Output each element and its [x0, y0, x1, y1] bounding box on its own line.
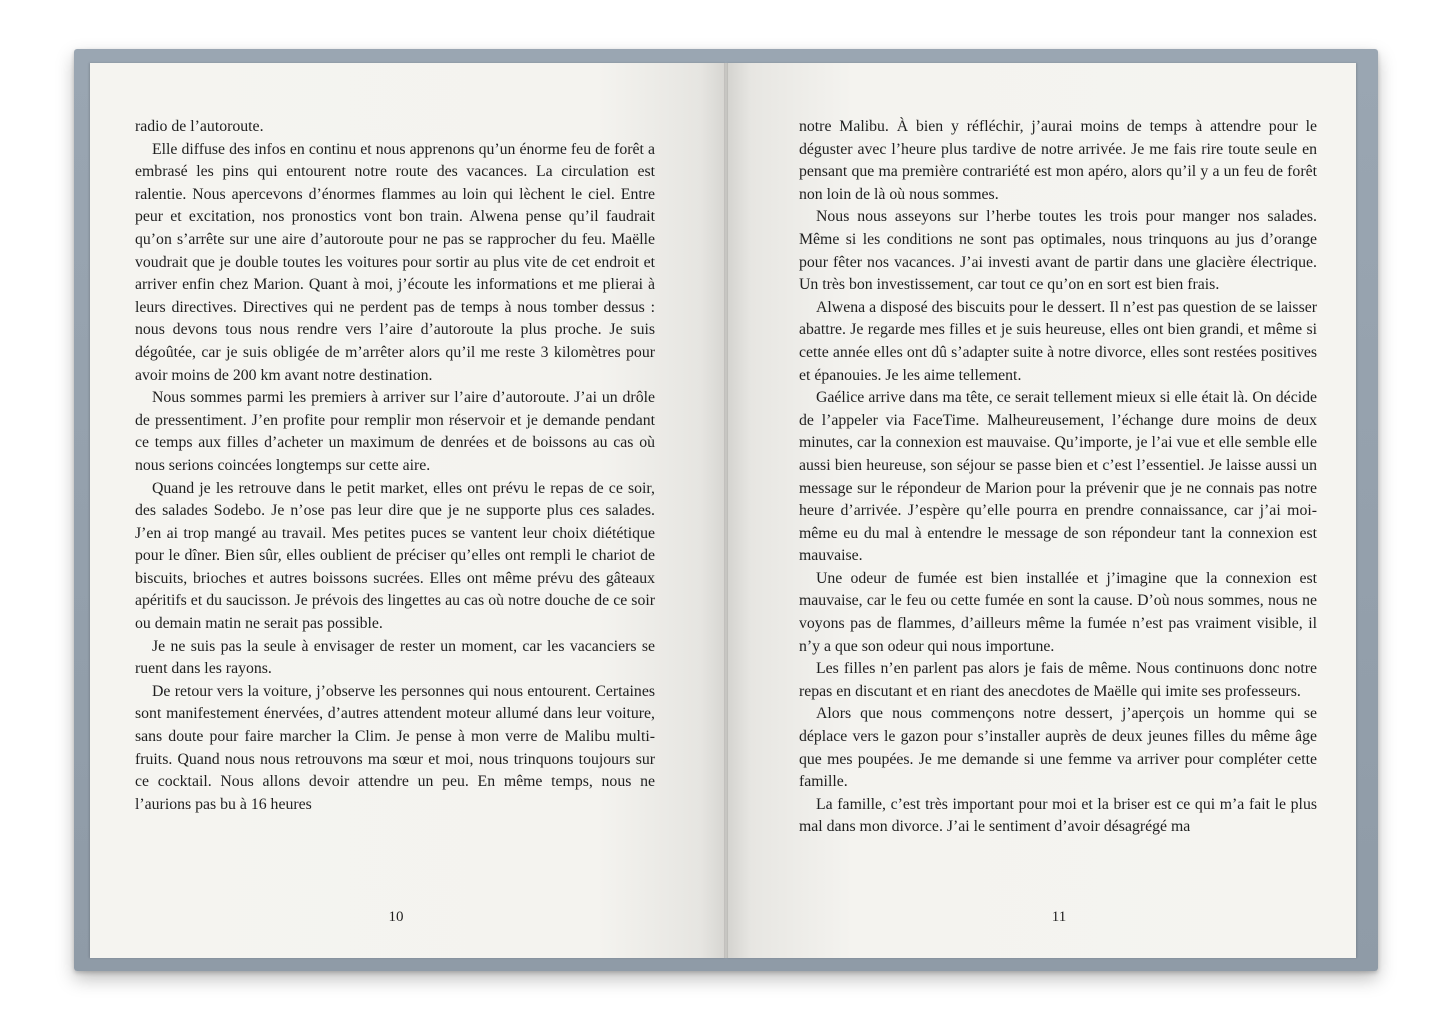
paragraph: Les filles n’en parlent pas alors je fais de même. Nous continuons donc notre repas en discutant et en riant des anecdotes de Maëlle qui imite ses professeurs. [799, 660, 1317, 700]
paragraph: Gaélice arrive dans ma tête, ce serait tellement mieux si elle était là. On décide de l’appeler via FaceTime. Malheureusement, l’échange dure moins de deux minutes, car la connexion est mauvaise. Qu’importe, je l’ai vue et elle semble elle aussi bien heureuse, son séjour se passe bien et c’est l’essentiel. Je laisse aussi un message sur le répondeur de Marion pour la prévenir que je ne connais pas notre heure d’arrivée. J’espère qu’elle pourra en prendre connaissance, car j’ai moi-même eu du mal à entendre le message de son répondeur tant la connexion est mauvaise. [799, 389, 1317, 565]
paragraph: Quand je les retrouve dans le petit market, elles ont prévu le repas de ce soir, des salades Sodebo. Je n’ose pas leur dire que je ne supporte plus ces salades. J’en ai trop mangé au travail. Mes petites puces se vantent leur choix diététique pour le dîner. Bien sûr, elles oublient de préciser qu’elles ont rempli le chariot de biscuits, brioches et autres boissons sucrées. Elles ont même prévu des gâteaux apéritifs et du saucisson. Je prévois des lingettes au cas où notre douche de ce soir ou demain matin ne serait pas possible. [135, 479, 655, 633]
right-page [726, 63, 1356, 958]
page-number: 10 [388, 909, 404, 925]
right-page-text [799, 116, 1317, 839]
paragraph: La famille, c’est très important pour moi et la briser est ce qui m’a fait le plus mal dans mon divorce. J’ai le sentiment d’avoir désagrégé ma [799, 795, 1317, 836]
paragraph: Une odeur de fumée est bien installée et j’imagine que la connexion est mauvaise, car le feu ou cette fumée en sont la cause. D’où nous sommes, nous ne voyons pas de flammes, d’ailleurs même la fumée n’est pas vraiment visible, il n’y a que son odeur qui nous importune. [799, 569, 1317, 655]
paragraph: radio de l’autoroute. [135, 118, 264, 135]
page-number: 11 [1051, 909, 1067, 925]
paragraph: Nous nous asseyons sur l’herbe toutes les trois pour manger nos salades. Même si les conditions ne sont pas optimales, nous trinquons au jus d’orange pour fêter nos vacances. J’ai investi avant de partir dans une glacière électrique. Un très bon investissement, car tout ce qu’on en sort est bien frais. [799, 208, 1317, 294]
left-page-text [135, 116, 655, 816]
paragraph: Alwena a disposé des biscuits pour le dessert. Il n’est pas question de se laisser abattre. Je regarde mes filles et je suis heureuse, elles ont bien grandi, et même si cette année elles ont dû s’adapter suite à notre divorce, elles sont restées positives et épanouies. Je les aime tellement. [799, 298, 1317, 384]
paragraph: Elle diffuse des infos en continu et nous apprenons qu’un énorme feu de forêt a embrasé les pins qui entourent notre route des vacances. La circulation est ralentie. Nous apercevons d’énormes flammes au loin qui lèchent le ciel. Entre peur et excitation, nos pronostics vont bon train. Alwena pense qu’il faudrait qu’on s’arrête sur une aire d’autoroute pour ne pas se rapprocher du feu. Maëlle voudrait que je double toutes les voitures pour sortir au plus vite de cet endroit et arriver enfin chez Marion. Quant à moi, j’écoute les informations et me plierai à leurs directives. Directives qui ne perdent pas de temps à nous tomber dessus : nous devons tous nous rendre vers l’aire d’autoroute la plus proche. Je suis dégoûtée, car je suis obligée de m’arrêter alors qu’il me reste 3 kilomètres pour avoir moins de 200 km avant notre destination. [135, 140, 655, 384]
paragraph: De retour vers la voiture, j’observe les personnes qui nous entourent. Certaines sont manifestement énervées, d’autres attendent moteur allumé dans leur voiture, sans doute pour faire marcher la Clim. Je pense à mon verre de Malibu multi-fruits. Quand nous nous retrouvons ma sœur et moi, nous trinquons toujours sur ce cocktail. Nous allons devoir attendre un peu. En même temps, nous ne l’aurions pas bu à 16 heures [135, 682, 655, 813]
paragraph: Nous sommes parmi les premiers à arriver sur l’aire d’autoroute. J’ai un drôle de pressentiment. J’en profite pour remplir mon réservoir et je demande pendant ce temps aux filles d’acheter un maximum de denrées et de boissons au cas où nous serions coincées longtemps sur cette aire. [135, 389, 655, 474]
book-gutter [724, 63, 728, 958]
left-page [90, 63, 726, 958]
paragraph: Je ne suis pas la seule à envisager de rester un moment, car les vacanciers se ruent dans les rayons. [135, 637, 655, 678]
paragraph: notre Malibu. À bien y réfléchir, j’aurai moins de temps à attendre pour le déguster avec l’heure plus tardive de notre arrivée. Je me fais rire toute seule en pensant que ma première contrariété est mon apéro, alors qu’il y a un feu de forêt non loin de là où nous sommes. [799, 118, 1317, 203]
paragraph: Alors que nous commençons notre dessert, j’aperçois un homme qui se déplace vers le gazon pour s’installer auprès de deux jeunes filles du même âge que mes poupées. Je me demande si une femme va arriver pour compléter cette famille. [799, 705, 1317, 791]
